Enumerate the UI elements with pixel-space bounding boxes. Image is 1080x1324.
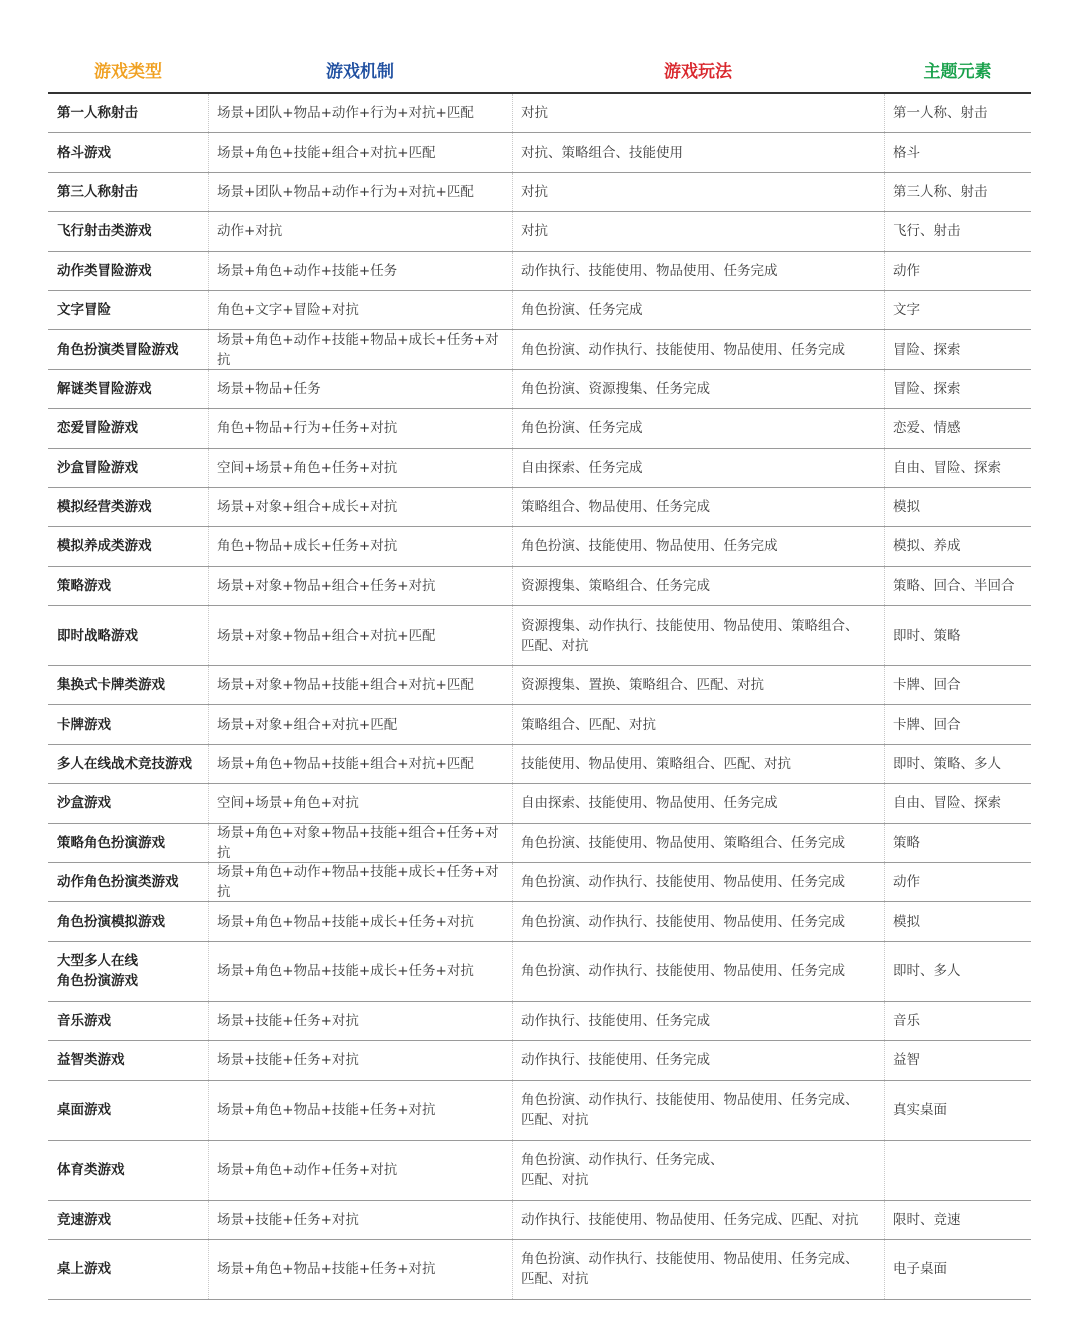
cell-game-type: 桌面游戏 <box>57 1102 111 1119</box>
cell-game-type: 沙盒冒险游戏 <box>57 459 138 476</box>
cell-theme-elements: 电子桌面 <box>884 1240 1031 1299</box>
cell-gameplay: 资源搜集、策略组合、任务完成 <box>512 567 884 605</box>
cell-game-mechanism: 空间+场景+角色+对抗 <box>208 784 512 822</box>
cell-gameplay: 对抗 <box>512 212 884 250</box>
cell-game-mechanism: 场景+对象+物品+组合+任务+对抗 <box>208 567 512 605</box>
cell-theme-elements: 模拟、养成 <box>884 527 1031 565</box>
cell-gameplay: 角色扮演、动作执行、技能使用、物品使用、任务完成、 匹配、对抗 <box>512 1240 884 1299</box>
cell-game-type: 第一人称射击 <box>57 105 138 122</box>
table-row <box>48 449 1031 488</box>
cell-game-mechanism: 场景+物品+任务 <box>208 370 512 408</box>
cell-theme-elements: 卡牌、回合 <box>884 666 1031 704</box>
table-row <box>48 409 1031 448</box>
cell-gameplay: 技能使用、物品使用、策略组合、匹配、对抗 <box>512 745 884 783</box>
cell-game-mechanism: 动作+对抗 <box>208 212 512 250</box>
cell-game-type: 集换式卡牌类游戏 <box>57 677 165 694</box>
cell-game-mechanism: 场景+对象+组合+对抗+匹配 <box>208 705 512 743</box>
cell-theme-elements: 自由、冒险、探索 <box>884 784 1031 822</box>
table-row <box>48 1240 1031 1300</box>
cell-game-mechanism: 场景+角色+对象+物品+技能+组合+任务+对抗 <box>208 824 512 862</box>
cell-gameplay: 自由探索、技能使用、物品使用、任务完成 <box>512 784 884 822</box>
cell-game-type: 卡牌游戏 <box>57 716 111 733</box>
table-header <box>48 46 1031 94</box>
cell-theme-elements: 音乐 <box>884 1002 1031 1040</box>
cell-gameplay: 角色扮演、任务完成 <box>512 409 884 447</box>
table-row <box>48 902 1031 941</box>
table-row <box>48 291 1031 330</box>
cell-game-mechanism: 场景+技能+任务+对抗 <box>208 1201 512 1239</box>
table-row <box>48 824 1031 863</box>
cell-game-type: 角色扮演类冒险游戏 <box>57 341 179 358</box>
header-game-mechanism: 游戏机制 <box>326 61 394 82</box>
cell-game-type: 竞速游戏 <box>57 1211 111 1228</box>
cell-theme-elements: 格斗 <box>884 133 1031 171</box>
cell-gameplay: 角色扮演、任务完成 <box>512 291 884 329</box>
cell-game-type: 动作类冒险游戏 <box>57 262 152 279</box>
cell-game-mechanism: 场景+角色+动作+物品+技能+成长+任务+对抗 <box>208 863 512 901</box>
table-row <box>48 1081 1031 1141</box>
game-classification-table <box>48 46 1031 1300</box>
table-row <box>48 212 1031 251</box>
cell-game-type: 模拟经营类游戏 <box>57 499 152 516</box>
cell-gameplay: 角色扮演、资源搜集、任务完成 <box>512 370 884 408</box>
cell-game-type: 沙盒游戏 <box>57 795 111 812</box>
table-row <box>48 1041 1031 1080</box>
table-row <box>48 606 1031 666</box>
cell-game-type: 解谜类冒险游戏 <box>57 380 152 397</box>
cell-theme-elements: 第三人称、射击 <box>884 173 1031 211</box>
cell-gameplay: 资源搜集、动作执行、技能使用、物品使用、策略组合、 匹配、对抗 <box>512 606 884 665</box>
cell-game-mechanism: 场景+对象+物品+组合+对抗+匹配 <box>208 606 512 665</box>
cell-gameplay: 角色扮演、技能使用、物品使用、任务完成 <box>512 527 884 565</box>
cell-game-type: 益智类游戏 <box>57 1052 125 1069</box>
cell-theme-elements: 卡牌、回合 <box>884 705 1031 743</box>
cell-theme-elements: 即时、多人 <box>884 942 1031 1001</box>
table-row <box>48 173 1031 212</box>
header-game-type: 游戏类型 <box>94 61 162 82</box>
cell-gameplay: 角色扮演、动作执行、技能使用、物品使用、任务完成 <box>512 902 884 940</box>
cell-gameplay: 角色扮演、动作执行、技能使用、物品使用、任务完成 <box>512 863 884 901</box>
cell-game-type: 动作角色扮演类游戏 <box>57 874 179 891</box>
cell-theme-elements: 即时、策略、多人 <box>884 745 1031 783</box>
cell-theme-elements: 限时、竞速 <box>884 1201 1031 1239</box>
cell-gameplay: 动作执行、技能使用、任务完成 <box>512 1002 884 1040</box>
cell-game-type: 即时战略游戏 <box>57 627 138 644</box>
cell-game-mechanism: 场景+角色+动作+任务+对抗 <box>208 1141 512 1200</box>
cell-theme-elements: 策略、回合、半回合 <box>884 567 1031 605</box>
table-row <box>48 942 1031 1002</box>
cell-gameplay: 策略组合、匹配、对抗 <box>512 705 884 743</box>
cell-game-mechanism: 场景+技能+任务+对抗 <box>208 1041 512 1079</box>
cell-gameplay: 对抗 <box>512 94 884 132</box>
cell-game-type: 模拟养成类游戏 <box>57 538 152 555</box>
cell-gameplay: 角色扮演、动作执行、技能使用、物品使用、任务完成 <box>512 942 884 1001</box>
table-row <box>48 745 1031 784</box>
table-row <box>48 527 1031 566</box>
table-row <box>48 1002 1031 1041</box>
cell-gameplay: 角色扮演、动作执行、任务完成、 匹配、对抗 <box>512 1141 884 1200</box>
cell-gameplay: 角色扮演、动作执行、技能使用、物品使用、任务完成、 匹配、对抗 <box>512 1081 884 1140</box>
cell-game-mechanism: 场景+对象+物品+技能+组合+对抗+匹配 <box>208 666 512 704</box>
cell-gameplay: 对抗 <box>512 173 884 211</box>
cell-game-mechanism: 场景+角色+动作+技能+任务 <box>208 252 512 290</box>
cell-theme-elements: 益智 <box>884 1041 1031 1079</box>
cell-theme-elements: 真实桌面 <box>884 1081 1031 1140</box>
table-row <box>48 488 1031 527</box>
cell-theme-elements: 第一人称、射击 <box>884 94 1031 132</box>
cell-theme-elements: 动作 <box>884 252 1031 290</box>
cell-game-type: 多人在线战术竞技游戏 <box>57 756 192 773</box>
table-row <box>48 784 1031 823</box>
cell-gameplay: 动作执行、技能使用、任务完成 <box>512 1041 884 1079</box>
table-row <box>48 330 1031 369</box>
cell-game-mechanism: 场景+角色+物品+技能+组合+对抗+匹配 <box>208 745 512 783</box>
cell-game-mechanism: 场景+角色+动作+技能+物品+成长+任务+对抗 <box>208 330 512 368</box>
cell-game-mechanism: 场景+团队+物品+动作+行为+对抗+匹配 <box>208 173 512 211</box>
cell-game-mechanism: 场景+角色+物品+技能+成长+任务+对抗 <box>208 942 512 1001</box>
table-row <box>48 1201 1031 1240</box>
table-row <box>48 370 1031 409</box>
cell-game-type: 策略角色扮演游戏 <box>57 834 165 851</box>
cell-theme-elements: 模拟 <box>884 902 1031 940</box>
cell-theme-elements: 恋爱、情感 <box>884 409 1031 447</box>
cell-gameplay: 资源搜集、置换、策略组合、匹配、对抗 <box>512 666 884 704</box>
cell-game-type: 恋爱冒险游戏 <box>57 420 138 437</box>
cell-gameplay: 角色扮演、动作执行、技能使用、物品使用、任务完成 <box>512 330 884 368</box>
cell-game-type: 格斗游戏 <box>57 144 111 161</box>
table-row <box>48 863 1031 902</box>
table-row <box>48 1141 1031 1201</box>
cell-theme-elements: 动作 <box>884 863 1031 901</box>
cell-game-type: 音乐游戏 <box>57 1013 111 1029</box>
table-row <box>48 666 1031 705</box>
cell-theme-elements: 文字 <box>884 291 1031 329</box>
header-theme-elements: 主题元素 <box>923 61 992 82</box>
cell-theme-elements: 模拟 <box>884 488 1031 526</box>
table-row <box>48 567 1031 606</box>
cell-gameplay: 对抗、策略组合、技能使用 <box>512 133 884 171</box>
table-row <box>48 252 1031 291</box>
cell-game-mechanism: 场景+对象+组合+成长+对抗 <box>208 488 512 526</box>
table-row <box>48 94 1031 133</box>
cell-theme-elements: 冒险、探索 <box>884 370 1031 408</box>
cell-game-mechanism: 场景+技能+任务+对抗 <box>208 1002 512 1040</box>
cell-game-mechanism: 场景+角色+物品+技能+任务+对抗 <box>208 1081 512 1140</box>
table-body <box>48 94 1031 1300</box>
cell-game-type: 体育类游戏 <box>57 1162 125 1179</box>
cell-game-mechanism: 场景+团队+物品+动作+行为+对抗+匹配 <box>208 94 512 132</box>
cell-gameplay: 动作执行、技能使用、物品使用、任务完成 <box>512 252 884 290</box>
cell-theme-elements: 飞行、射击 <box>884 212 1031 250</box>
cell-theme-elements: 自由、冒险、探索 <box>884 449 1031 487</box>
cell-game-mechanism: 场景+角色+物品+技能+成长+任务+对抗 <box>208 902 512 940</box>
cell-game-type: 桌上游戏 <box>57 1261 111 1278</box>
cell-game-type: 策略游戏 <box>57 577 111 594</box>
cell-game-mechanism: 空间+场景+角色+任务+对抗 <box>208 449 512 487</box>
cell-gameplay: 角色扮演、技能使用、物品使用、策略组合、任务完成 <box>512 824 884 862</box>
cell-theme-elements: 冒险、探索 <box>884 330 1031 368</box>
cell-game-type: 飞行射击类游戏 <box>57 223 152 240</box>
cell-game-mechanism: 角色+文字+冒险+对抗 <box>208 291 512 329</box>
cell-game-mechanism: 场景+角色+物品+技能+任务+对抗 <box>208 1240 512 1299</box>
cell-game-type: 第三人称射击 <box>57 183 138 200</box>
cell-theme-elements: 策略 <box>884 824 1031 862</box>
cell-game-mechanism: 角色+物品+成长+任务+对抗 <box>208 527 512 565</box>
cell-gameplay: 自由探索、任务完成 <box>512 449 884 487</box>
cell-gameplay: 动作执行、技能使用、物品使用、任务完成、匹配、对抗 <box>512 1201 884 1239</box>
cell-game-type: 文字冒险 <box>57 302 111 319</box>
header-gameplay: 游戏玩法 <box>664 61 732 82</box>
table-row <box>48 705 1031 744</box>
cell-theme-elements <box>884 1141 1031 1200</box>
cell-gameplay: 策略组合、物品使用、任务完成 <box>512 488 884 526</box>
cell-game-type: 大型多人在线 角色扮演游戏 <box>57 953 138 990</box>
cell-game-mechanism: 场景+角色+技能+组合+对抗+匹配 <box>208 133 512 171</box>
cell-theme-elements: 即时、策略 <box>884 606 1031 665</box>
cell-game-type: 角色扮演模拟游戏 <box>57 913 165 930</box>
cell-game-mechanism: 角色+物品+行为+任务+对抗 <box>208 409 512 447</box>
table-row <box>48 133 1031 172</box>
